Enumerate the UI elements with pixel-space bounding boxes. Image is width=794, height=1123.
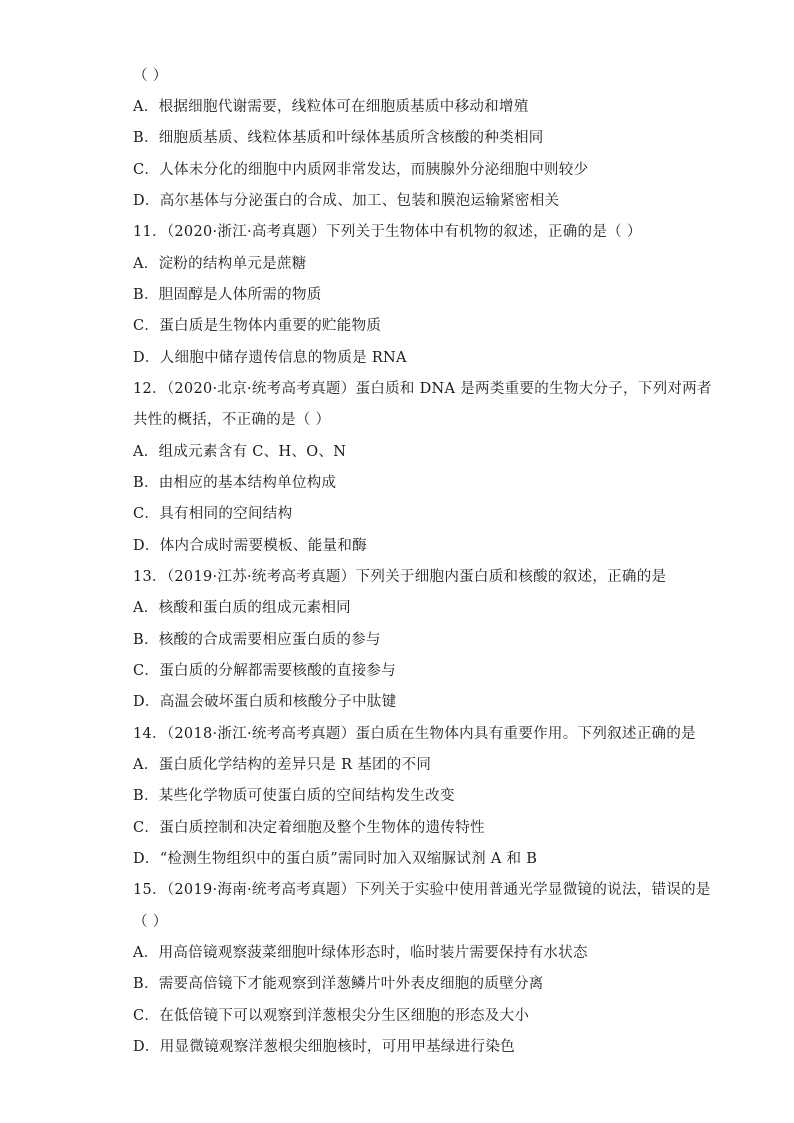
question-10-option-c: C．人体未分化的细胞中内质网非常发达，而胰腺外分泌细胞中则较少 xyxy=(133,162,589,178)
question-10-option-a: A．根据细胞代谢需要，线粒体可在细胞质基质中移动和增殖 xyxy=(133,99,529,115)
question-14-option-b: B．某些化学物质可使蛋白质的空间结构发生改变 xyxy=(133,788,455,804)
question-15-option-b: B．需要高倍镜下才能观察到洋葱鳞片叶外表皮细胞的质壁分离 xyxy=(133,976,544,992)
question-10-option-d: D．高尔基体与分泌蛋白的合成、加工、包装和膜泡运输紧密相关 xyxy=(133,193,560,209)
question-14-option-d: D．“检测生物组织中的蛋白质”需同时加入双缩脲试剂 A 和 B xyxy=(133,851,538,867)
question-12-stem: 12．（2020·北京·统考高考真题）蛋白质和 DNA 是两类重要的生物大分子，下列对两者 xyxy=(133,381,712,397)
question-15-paren: （ ） xyxy=(133,914,168,930)
question-12-option-c: C．具有相同的空间结构 xyxy=(133,506,293,522)
question-12-option-a: A．组成元素含有 C、H、O、N xyxy=(133,444,347,460)
question-15-option-c: C．在低倍镜下可以观察到洋葱根尖分生区细胞的形态及大小 xyxy=(133,1008,530,1024)
question-15-option-d: D．用显微镜观察洋葱根尖细胞核时，可用甲基绿进行染色 xyxy=(133,1039,515,1055)
question-13-option-b: B．核酸的合成需要相应蛋白质的参与 xyxy=(133,632,381,648)
question-11-option-b: B．胆固醇是人体所需的物质 xyxy=(133,287,322,303)
question-13-option-a: A．核酸和蛋白质的组成元素相同 xyxy=(133,600,351,616)
question-14-option-a: A．蛋白质化学结构的差异只是 R 基团的不同 xyxy=(133,757,432,773)
question-12-option-d: D．体内合成时需要模板、能量和酶 xyxy=(133,538,367,554)
question-14-stem: 14．（2018·浙江·统考高考真题）蛋白质在生物体内具有重要作用。下列叙述正确的是 xyxy=(133,726,696,742)
question-10-option-b: B．细胞质基质、线粒体基质和叶绿体基质所含核酸的种类相同 xyxy=(133,130,544,146)
question-13-option-c: C．蛋白质的分解都需要核酸的直接参与 xyxy=(133,663,396,679)
question-14-option-c: C．蛋白质控制和决定着细胞及整个生物体的遗传特性 xyxy=(133,820,485,836)
question-12-option-b: B．由相应的基本结构单位构成 xyxy=(133,475,337,491)
question-13-stem: 13．（2019·江苏·统考高考真题）下列关于细胞内蛋白质和核酸的叙述，正确的是 xyxy=(133,569,667,585)
question-15-option-a: A．用高倍镜观察菠菜细胞叶绿体形态时，临时装片需要保持有水状态 xyxy=(133,945,588,961)
question-11-stem: 11．（2020·浙江·高考真题）下列关于生物体中有机物的叙述，正确的是（ ） xyxy=(133,224,642,240)
question-11-option-c: C．蛋白质是生物体内重要的贮能物质 xyxy=(133,318,382,334)
question-13-option-d: D．高温会破坏蛋白质和核酸分子中肽键 xyxy=(133,694,397,710)
question-12-stem-cont: 共性的概括，不正确的是（ ） xyxy=(133,412,331,428)
question-15-stem: 15．（2019·海南·统考高考真题）下列关于实验中使用普通光学显微镜的说法，错误的是 xyxy=(133,882,711,898)
question-11-option-a: A．淀粉的结构单元是蔗糖 xyxy=(133,256,307,272)
question-11-option-d: D．人细胞中储存遗传信息的物质是 RNA xyxy=(133,350,407,366)
question-10-paren: （ ） xyxy=(133,68,168,84)
